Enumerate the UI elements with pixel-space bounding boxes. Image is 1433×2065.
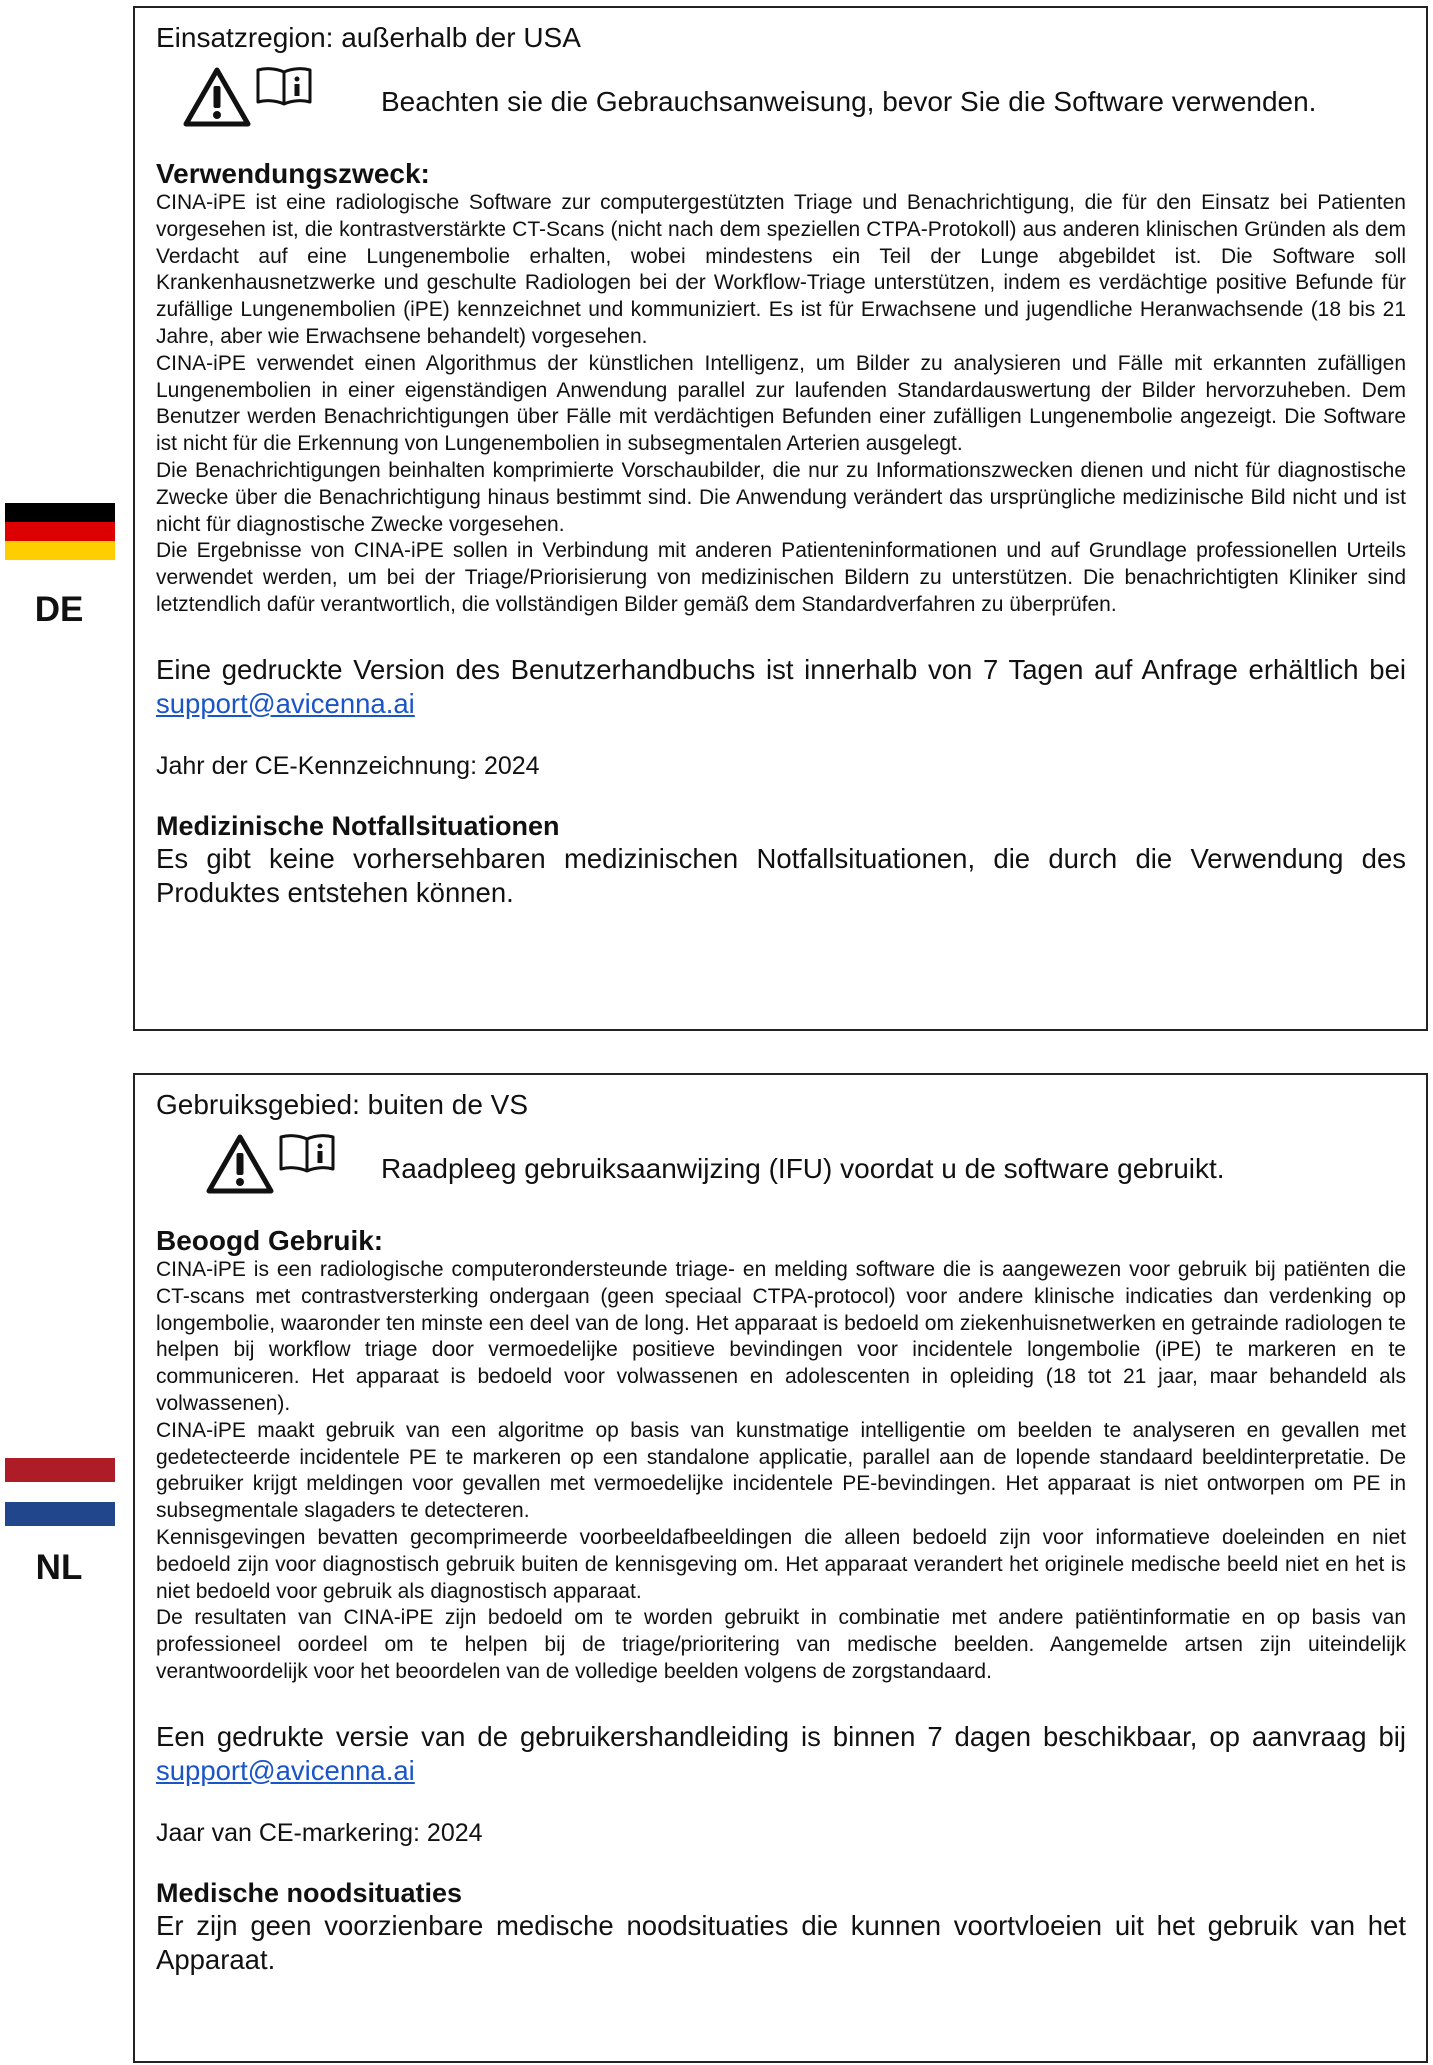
paragraph: Die Ergebnisse von CINA-iPE sollen in Verbindung mit anderen Patienteninformationen und auf Grundlage professionellen Urteils verwendet werden, um bei der Triage/Priorisierung von medizinischen Bildern zu unterstützen. Die benachrichtigten Kliniker sind letztendlich dafür verantwortlich, die vollständigen Bilder gemäß dem Standardverfahren zu überprüfen. xyxy=(156,539,1406,616)
paragraph: De resultaten van CINA-iPE zijn bedoeld om te worden gebruikt in combinatie met andere patiëntinformatie en op basis van professioneel oordeel om te helpen bij de triage/prioritering van medische beelden. Aangemelde artsen zijn uiteindelijk verantwoordelijk voor het beoordelen van de volledige beelden volgens de zorgstandaard. xyxy=(156,1606,1406,1683)
paragraph: CINA-iPE is een radiologische computerondersteunde triage- en melding software die is aangewezen voor gebruik bij patiënten die CT-scans met contrastversterking ondergaan (geen speciaal CTPA-protocol) voor andere klinische indicaties dan verdenking op longembolie, waaronder ten minste een deel van de long. Het apparaat is bedoeld om ziekenhuisnetwerken en getrainde radiologen te helpen bij workflow triage door vermoedelijke positieve bevindingen voor incidentele longembolie (iPE) te markeren en te communiceren. Het apparaat is bedoeld voor volwassenen en adolescenten in opleiding (18 tot 21 jaar, maar behandeld als volwassenen). xyxy=(156,1258,1406,1415)
printed-version-text: Eine gedruckte Version des Benutzerhandbuchs ist innerhalb von 7 Tagen auf Anfrage erhältlich bei support@avicenna.ai xyxy=(156,653,1406,719)
printed-version-text: Een gedrukte versie van de gebruikershandleiding is binnen 7 dagen beschikbaar, op aanvraag bij support@avicenna.ai xyxy=(156,1720,1406,1786)
emergency-heading: Medische noodsituaties xyxy=(156,1877,463,1908)
label-box-de xyxy=(133,6,1428,1031)
warning-text: Beachten sie die Gebrauchsanweisung, bevor Sie die Software verwenden. xyxy=(381,86,1317,117)
region: Einsatzregion: außerhalb der USA xyxy=(156,22,581,53)
warning-text: Raadpleeg gebruiksaanwijzing (IFU) voordat u de software gebruikt. xyxy=(381,1153,1225,1184)
caution-triangle-icon xyxy=(183,66,251,128)
section-nl xyxy=(0,1068,1433,2063)
paragraph: Kennisgevingen bevatten gecomprimeerde voorbeeldafbeeldingen die alleen bedoeld zijn voor informatieve doeleinden en niet bedoeld zijn voor diagnostisch gebruik buiten de kennisgeving om. Het apparaat verandert het originele medische beeld niet en het is niet bedoeld voor gebruik als diagnostisch apparaat. xyxy=(156,1525,1406,1603)
german-flag-icon xyxy=(5,503,115,560)
language-code: DE xyxy=(34,590,84,629)
paragraph: CINA-iPE maakt gebruik van een algoritme op basis van kunstmatige intelligentie om beelden te analyseren en gevallen met gedetecteerde incidentele PE te markeren op een standalone applicatie, parallel aan de lopende standaard beeldinterpretatie. De gebruiker krijgt meldingen voor gevallen met vermoedelijke incidentele PE-bevindingen. Het apparaat is niet ontworpen om PE in subsegmentale slagaders te detecteren. xyxy=(156,1418,1406,1523)
support-email-link[interactable]: support@avicenna.ai xyxy=(156,1754,415,1786)
support-email-link[interactable]: support@avicenna.ai xyxy=(156,687,415,719)
emergency-text: Es gibt keine vorhersehbaren medizinischen Notfallsituationen, die durch die Verwendung des Produktes entstehen können. xyxy=(156,842,1406,908)
emergency-text: Er zijn geen voorzienbare medische noodsituaties die kunnen voortvloeien uit het gebruik van het Apparaat. xyxy=(156,1909,1406,1975)
intended-use-heading: Verwendungszweck: xyxy=(156,158,430,189)
region: Gebruiksgebied: buiten de VS xyxy=(156,1089,529,1120)
dutch-flag-icon xyxy=(5,1458,115,1526)
paragraph: CINA-iPE verwendet einen Algorithmus der künstlichen Intelligenz, um Bilder zu analysieren und Fälle mit erkannten zufälligen Lungenembolien in einer eigenständigen Anwendung parallel zur laufenden Standardauswertung der Bilder hervorzuheben. Dem Benutzer werden Benachrichtigungen über Fälle mit verdächtigen Befunden einer zufälligen Lungenembolie angezeigt. Die Software ist nicht für die Erkennung von Lungenembolien in subsegmentalen Arterien ausgelegt. xyxy=(156,351,1406,456)
warning-row xyxy=(156,66,1406,146)
intended-use-heading: Beoogd Gebruik: xyxy=(156,1225,384,1256)
consult-instructions-icon xyxy=(255,66,313,110)
paragraph: CINA-iPE ist eine radiologische Software zur computergestützten Triage und Benachrichtigung, die für den Einsatz bei Patienten vorgesehen ist, die kontrastverstärkte CT-Scans (nicht nach dem speziellen CTPA-Protokoll) aus anderen klinischen Gründen als dem Verdacht auf eine Lungenembolie erhalten, wobei mindestens ein Teil der Lunge abgebildet ist. Die Software soll Krankenhausnetzwerke und geschulte Radiologen bei der Workflow-Triage unterstützen, indem es verdächtige positive Befunde für zufällige Lungenembolien (iPE) kennzeichnet und kommuniziert. Es ist für Erwachsene und jugendliche Heranwachsende (18 bis 21 Jahre, aber wie Erwachsene behandelt) vorgesehen. xyxy=(156,191,1406,348)
ce-year: Jaar van CE-markering: 2024 xyxy=(156,1818,483,1847)
language-code: NL xyxy=(35,1548,83,1587)
consult-instructions-icon xyxy=(278,1133,336,1177)
warning-row xyxy=(156,1133,1406,1213)
caution-triangle-icon xyxy=(206,1133,274,1195)
label-box-nl xyxy=(133,1073,1428,2063)
ce-year: Jahr der CE-Kennzeichnung: 2024 xyxy=(156,751,540,780)
paragraph: Die Benachrichtigungen beinhalten komprimierte Vorschaubilder, die nur zu Informationszwecken dienen und nicht für diagnostische Zwecke über die Benachrichtigung hinaus bestimmt sind. Die Anwendung verändert das ursprüngliche medizinische Bild nicht und ist nicht für diagnostische Zwecke vorgesehen. xyxy=(156,458,1406,536)
emergency-heading: Medizinische Notfallsituationen xyxy=(156,810,560,841)
